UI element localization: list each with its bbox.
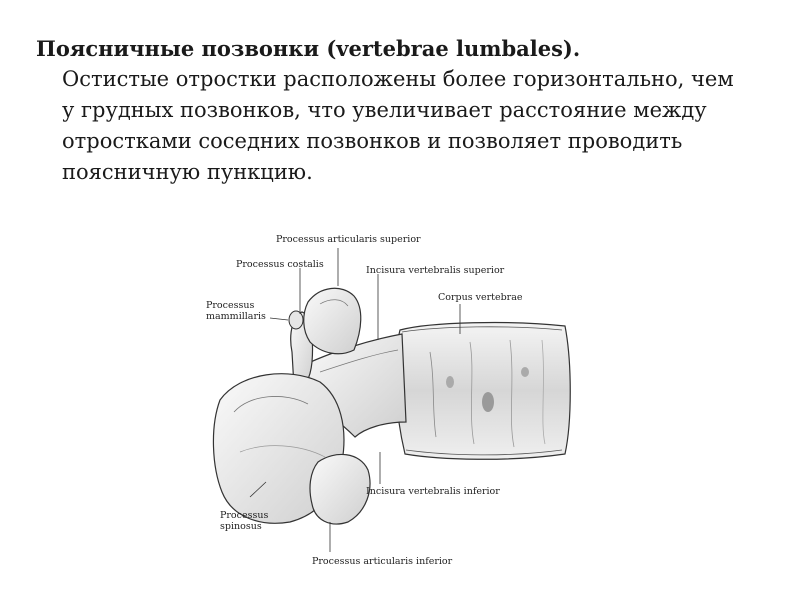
label-processus-costalis: Processus costalis (236, 259, 324, 270)
lumbar-vertebra-figure (170, 222, 590, 592)
label-processus-articularis-superior: Processus articularis superior (276, 234, 421, 245)
processus-mammillaris-shape (289, 311, 303, 329)
corpus-vertebrae-shape (395, 323, 570, 460)
label-incisura-vertebralis-superior: Incisura vertebralis superior (366, 265, 505, 276)
lumbar-vertebra-illustration (170, 222, 590, 592)
label-processus-articularis-inferior: Processus articularis inferior (312, 556, 453, 567)
label-incisura-vertebralis-inferior: Incisura vertebralis inferior (366, 486, 500, 497)
label-processus-spinosus: Processus spinosus (220, 510, 269, 532)
slide-title: Поясничные позвонки (vertebrae lumbales). (36, 36, 581, 61)
processus-articularis-superior-shape (304, 288, 361, 353)
label-corpus-vertebrae: Corpus vertebrae (438, 292, 523, 303)
slide-text-block (36, 34, 776, 188)
label-processus-mammillaris: Processus mammillaris (206, 300, 266, 322)
slide-body-text: Остистые отростки расположены более горизонтально, чем у грудных позвонков, что увеличивает расстояние между отростками соседних позвонков и позволяет проводить поясничную пункцию. (62, 67, 734, 184)
processus-articularis-inferior-shape (310, 454, 370, 524)
